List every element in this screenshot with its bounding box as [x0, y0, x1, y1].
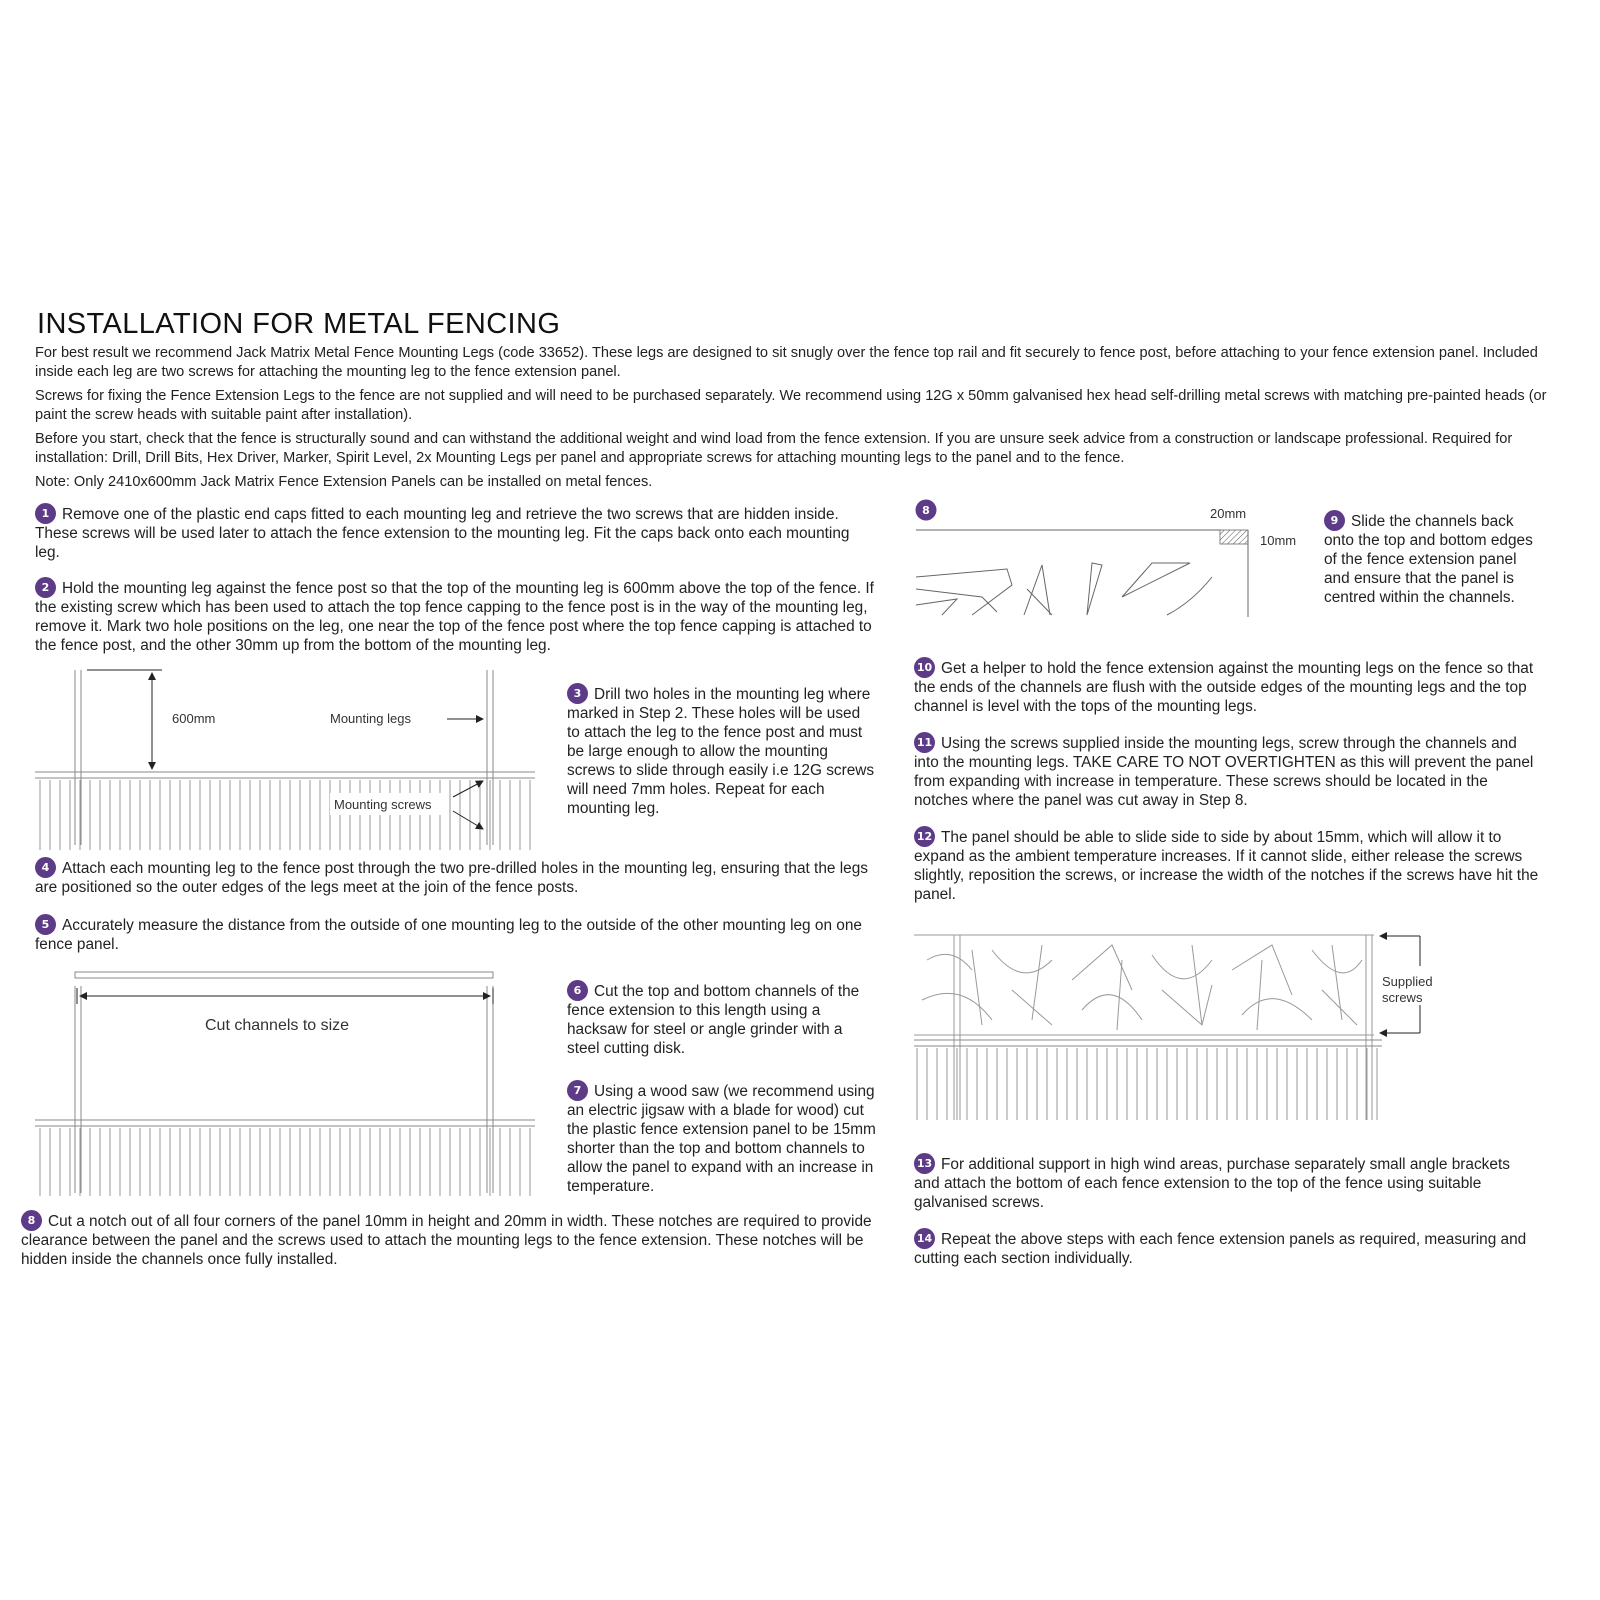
intro-paragraph: Before you start, check that the fence is structurally sound and can withstand the additional weight and wind load from the fence extension. If you are unsure seek advice from a construction or landscape professional. Required for installation: Drill, Drill Bits, Hex Driver, Marker, Spirit Level, 2x Mounting Legs per panel and appropriate screws for attaching mounting legs to the panel and to the fence. [35, 431, 1513, 466]
cut-channels-label: Cut channels to size [205, 1017, 350, 1034]
step-number-badge: 7 [567, 1080, 588, 1101]
mounting-screws-label: Mounting screws [334, 797, 432, 812]
mounting-leg-diagram [35, 665, 540, 850]
step-13 [914, 1153, 1539, 1212]
step-1 [35, 503, 875, 562]
page-title: INSTALLATION FOR METAL FENCING [37, 308, 561, 340]
notch-height-label: 10mm [1260, 533, 1297, 548]
step-number-badge: 2 [35, 577, 56, 598]
step-number-badge: 8 [922, 504, 930, 517]
intro-paragraph: Screws for fixing the Fence Extension Legs to the fence are not supplied and will need to be purchased separately. We recommend using 12G x 50mm galvanised hex head self-drilling metal screws with matching pre-painted heads (or paint the screw heads with suitable paint after installation). [35, 388, 1547, 423]
intro-note: Note: Only 2410x600mm Jack Matrix Fence Extension Panels can be installed on metal fences. [35, 474, 653, 490]
step-text: Cut a notch out of all four corners of the panel 10mm in height and 20mm in width. These notches are required to provide clearance between the panel and the screws used to attach the mounting legs to the fence extension. These notches will be hidden inside the channels once fully installed. [21, 1213, 872, 1268]
step-text: Drill two holes in the mounting leg where marked in Step 2. These holes will be used to attach the leg to the fence post and must be large enough to allow the mounting screws to slide through easily i.e 12G screws will need 7mm holes. Repeat for each mounting leg. [567, 686, 875, 817]
step-number-badge: 6 [567, 980, 588, 1001]
step-6 [567, 980, 862, 1058]
step-number-badge: 8 [21, 1210, 42, 1231]
step-text: Slide the channels back onto the top and bottom edges of the fence extension panel and ensure that the panel is centred within the channels. [1324, 513, 1533, 606]
step-text: Repeat the above steps with each fence extension panels as required, measuring and cutting each section individually. [914, 1231, 1527, 1267]
step-text: Using a wood saw (we recommend using an electric jigsaw with a blade for wood) cut the plastic fence extension panel to be 15mm shorter than the top and bottom channels to allow the panel to expand with an increase in temperature. [567, 1083, 876, 1195]
supplied-screws-label: Supplied [1382, 974, 1433, 989]
step-number-badge: 4 [35, 857, 56, 878]
dimension-label: 600mm [172, 711, 216, 726]
step-14 [914, 1228, 1539, 1268]
step-text: The panel should be able to slide side to side by about 15mm, which will allow it to expand as the ambient temperature increases. If it cannot slide, either release the screws slightly, reposition the screws, or increase the width of the notches if the screws have hit the panel. [914, 829, 1539, 903]
step-text: Cut the top and bottom channels of the fence extension to this length using a hacksaw for steel or angle grinder with a steel cutting disk. [567, 983, 860, 1057]
step-7 [567, 1080, 877, 1196]
step-4 [35, 857, 875, 897]
notch-diagram [912, 497, 1297, 622]
step-number-badge: 1 [35, 503, 56, 524]
step-number-badge: 13 [914, 1153, 935, 1174]
step-number-badge: 14 [914, 1228, 935, 1249]
notch-width-label: 20mm [1210, 506, 1247, 521]
step-number-badge: 12 [914, 826, 935, 847]
step-number-badge: 3 [567, 683, 588, 704]
mounting-legs-label: Mounting legs [330, 711, 411, 726]
step-2 [35, 577, 875, 655]
step-number-badge: 11 [914, 732, 935, 753]
step-9 [1324, 510, 1539, 607]
step-10 [914, 657, 1539, 716]
step-3 [567, 683, 877, 818]
step-number-badge: 10 [914, 657, 935, 678]
cut-channels-diagram [35, 968, 540, 1198]
step-number-badge: 5 [35, 914, 56, 935]
step-12 [914, 826, 1539, 904]
step-text: Attach each mounting leg to the fence post through the two pre-drilled holes in the mounting leg, ensuring that the legs are positioned so the outer edges of the legs meet at the join of the fence posts. [35, 860, 868, 896]
step-text: Remove one of the plastic end caps fitted to each mounting leg and retrieve the two screws that are hidden inside. These screws will be used later to attach the fence extension to the mounting leg. Fit the caps back onto each mounting leg. [35, 506, 850, 561]
step-text: Accurately measure the distance from the outside of one mounting leg to the outside of the other mounting leg on one fence panel. [35, 917, 862, 953]
step-11 [914, 732, 1539, 810]
step-text: For additional support in high wind areas, purchase separately small angle brackets and attach the bottom of each fence extension to the top of the fence using suitable galvanised screws. [914, 1156, 1510, 1211]
step-text: Hold the mounting leg against the fence post so that the top of the mounting leg is 600mm above the top of the fence. If the existing screw which has been used to attach the top fence capping to the fence post is in the way of the mounting leg, remove it. Mark two hole positions on the leg, one near the top of the fence post where the top fence capping is attached to the fence post, and the other 30mm up from the bottom of the mounting leg. [35, 580, 874, 654]
step-number-badge: 9 [1324, 510, 1345, 531]
supplied-screws-diagram [912, 930, 1432, 1125]
step-8 [21, 1210, 876, 1269]
step-5 [35, 914, 875, 954]
supplied-screws-label-line2: screws [1382, 990, 1423, 1005]
intro-paragraph: For best result we recommend Jack Matrix Metal Fence Mounting Legs (code 33652). These legs are designed to sit snugly over the fence top rail and fit securely to fence post, before attaching to your fence extension panel. Included inside each leg are two screws for attaching the mounting leg to the fence extension panel. [35, 345, 1538, 380]
step-text: Using the screws supplied inside the mounting legs, screw through the channels and into the mounting legs. TAKE CARE TO NOT OVERTIGHTEN as this will prevent the panel from expanding with increase in temperature. These screws should be located in the notches where the panel was cut away in Step 8. [914, 735, 1534, 809]
step-text: Get a helper to hold the fence extension against the mounting legs on the fence so that the ends of the channels are flush with the outside edges of the mounting legs and the top channel is level with the tops of the mounting legs. [914, 660, 1534, 715]
